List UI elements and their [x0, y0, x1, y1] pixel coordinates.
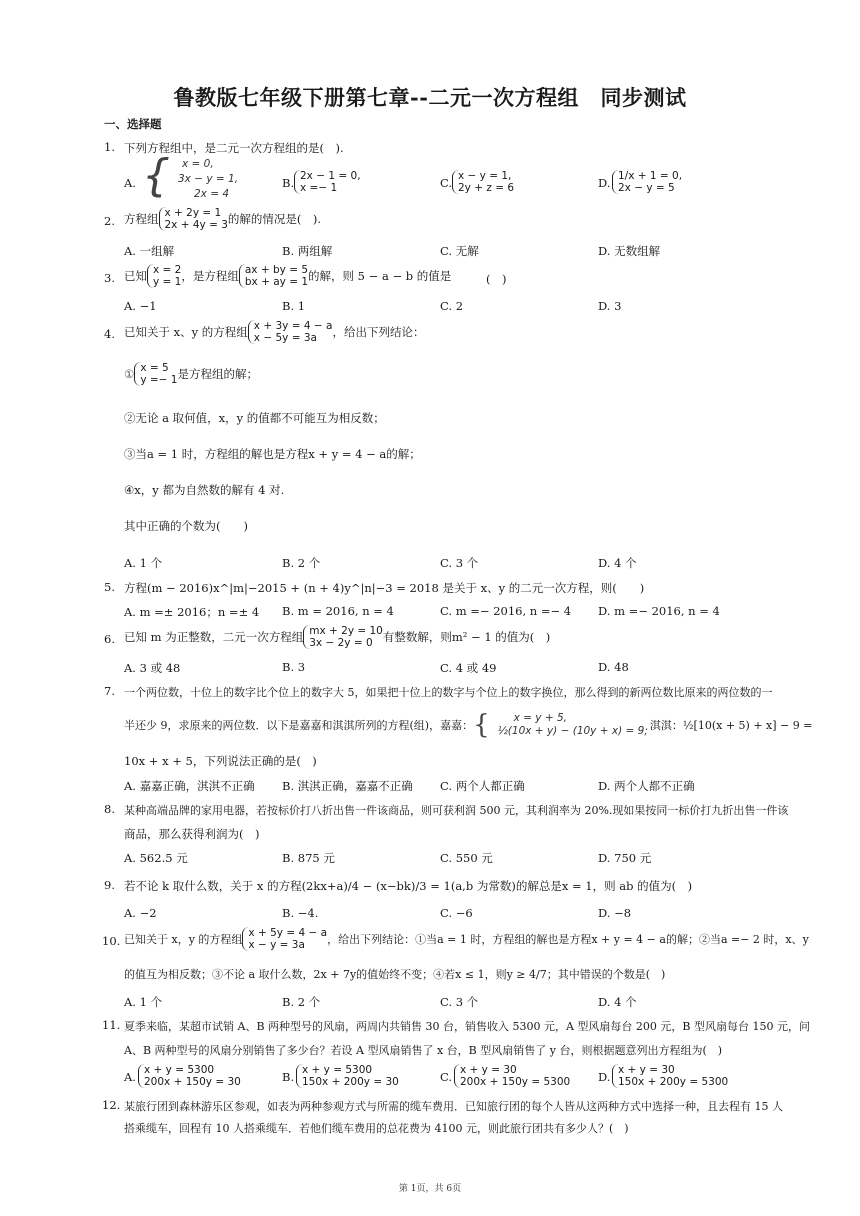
- option-c[interactable]: C. 3 个: [440, 556, 479, 570]
- option-c[interactable]: C. 两个人都正确: [440, 779, 525, 793]
- question-text: 已知关于 x、y 的方程组 x + 3y = 4 − a x − 5y = 3a ，给出下列结论：: [124, 320, 425, 344]
- question-number: 3.: [104, 271, 115, 285]
- option-b[interactable]: B. 2 个: [282, 995, 321, 1009]
- option-d[interactable]: D. 两个人都不正确: [598, 779, 695, 793]
- option-d[interactable]: D. 3: [598, 299, 622, 313]
- option-a[interactable]: A. −2: [124, 906, 157, 920]
- question-number: 12.: [102, 1098, 121, 1112]
- question-text: 某种高端品牌的家用电器，若按标价打八折出售一件该商品，则可获利润 500 元，其利润率为 20%.现如果按同一标价打九折出售一件该: [124, 804, 789, 817]
- option-d[interactable]: D. 750 元: [598, 851, 652, 865]
- option-d[interactable]: D. −8: [598, 906, 632, 920]
- option-c[interactable]: C. m =− 2016, n =− 4: [440, 604, 572, 618]
- page-footer: 第 1页，共 6页: [398, 1184, 462, 1194]
- question-text: 的值互为相反数；③不论 a 取什么数，2x + 7y的值始终不变；④若x ≤ 1，则y ≥ 4/7；其中错误的个数是( ): [124, 968, 666, 981]
- conclusion-1: ① x = 5 y =− 1 是方程组的解；: [124, 362, 258, 386]
- page-title: 鲁教版七年级下册第七章--二元一次方程组 同步测试: [173, 85, 687, 110]
- option-b[interactable]: B. m = 2016, n = 4: [282, 604, 394, 618]
- question-text: 已知 m 为正整数，二元一次方程组 mx + 2y = 10 3x − 2y = 0 有整数解，则m² − 1 的值为( ): [124, 625, 551, 649]
- option-c[interactable]: C. 无解: [440, 244, 479, 258]
- option-d[interactable]: D. m =− 2016, n = 4: [598, 604, 720, 618]
- answer-paren: ( ): [486, 272, 507, 286]
- question-number: 10.: [102, 934, 121, 948]
- question-text: 方程组 x + 2y = 1 2x + 4y = 3 的解的情况是( ).: [124, 207, 322, 231]
- option-d[interactable]: D. 4 个: [598, 556, 637, 570]
- option-a[interactable]: A. 1 个: [124, 556, 163, 570]
- option-b[interactable]: B. 875 元: [282, 851, 335, 865]
- option-a[interactable]: A. 一组解: [124, 244, 175, 258]
- question-text: 某旅行团到森林游乐区参观，如表为两种参观方式与所需的缆车费用．已知旅行团的每个人皆从这两种方式中选择一种，且去程有 15 人: [124, 1100, 783, 1113]
- question-text: A、B 两种型号的风扇分别销售了多少台？若设 A 型风扇销售了 x 台，B 型风扇销售了 y 台，则根据题意列出方程组为( ): [124, 1044, 723, 1057]
- option-c[interactable]: C. 550 元: [440, 851, 493, 865]
- option-a[interactable]: A. 嘉嘉正确，淇淇不正确: [124, 779, 255, 793]
- question-number: 9.: [104, 878, 115, 892]
- option-d[interactable]: D. 48: [598, 660, 629, 674]
- option-a[interactable]: A. m =± 2016；n =± 4: [124, 605, 260, 619]
- question-text: 若不论 k 取什么数，关于 x 的方程(2kx+a)/4 − (x−bk)/3 = 1(a,b 为常数)的解总是x = 1，则 ab 的值为( ): [124, 879, 693, 893]
- conclusion-3: ③当a = 1 时，方程组的解也是方程x + y = 4 − a的解；: [124, 447, 421, 461]
- question-number: 1.: [104, 140, 115, 154]
- option-b[interactable]: B. 两组解: [282, 244, 333, 258]
- option-c[interactable]: C. 3 个: [440, 995, 479, 1009]
- option-d[interactable]: D. 4 个: [598, 995, 637, 1009]
- question-number: 7.: [104, 684, 115, 698]
- question-text: 半还少 9，求原来的两位数．以下是嘉嘉和淇淇所列的方程(组)，嘉嘉：{ x = y + 5, ½(10x + y) − (10y + x) = 9; 淇淇：½[10(x + 5) + x] − 9 =: [124, 710, 813, 740]
- question-number: 2.: [104, 214, 115, 228]
- option-c[interactable]: C. 2: [440, 299, 464, 313]
- option-a[interactable]: A. 562.5 元: [124, 851, 188, 865]
- conclusion-4: ④x，y 都为自然数的解有 4 对.: [124, 483, 285, 497]
- question-number: 5.: [104, 580, 115, 594]
- question-text: 已知关于 x，y 的方程组 x + 5y = 4 − a x − y = 3a ，给出下列结论：①当a = 1 时，方程组的解也是方程x + y = 4 − a的解；②当a =− 2 时，x、y: [124, 927, 809, 951]
- question-number: 4.: [104, 327, 115, 341]
- section-heading: 一、选择题: [104, 117, 162, 131]
- question-text: 搭乘缆车，回程有 10 人搭乘缆车．若他们缆车费用的总花费为 4100 元，则此旅行团共有多少人？( ): [124, 1122, 629, 1135]
- question-text: 夏季来临，某超市试销 A、B 两种型号的风扇，两周内共销售 30 台，销售收入 5300 元，A 型风扇每台 200 元，B 型风扇每台 150 元，问: [124, 1020, 810, 1033]
- question-number: 11.: [102, 1018, 121, 1032]
- question-number: 6.: [104, 632, 115, 646]
- option-b[interactable]: B. 2 个: [282, 556, 321, 570]
- option-c[interactable]: C. −6: [440, 906, 473, 920]
- conclusion-2: ②无论 a 取何值，x，y 的值都不可能互为相反数；: [124, 411, 385, 425]
- option-b[interactable]: B. 3: [282, 660, 306, 674]
- option-c[interactable]: C. 4 或 49: [440, 661, 497, 675]
- option-b[interactable]: B. −4.: [282, 906, 319, 920]
- question-text: 已知 x = 2 y = 1 ，是方程组 ax + by = 5 bx + ay = 1 的解，则 5 − a − b 的值是: [124, 264, 452, 288]
- question-number: 8.: [104, 802, 115, 816]
- option-a[interactable]: A. −1: [124, 299, 157, 313]
- option-a[interactable]: A. 3 或 48: [124, 661, 181, 675]
- option-d[interactable]: D. 无数组解: [598, 244, 661, 258]
- question-text: 商品，那么获得利润为( ): [124, 827, 260, 841]
- option-a[interactable]: A. 1 个: [124, 995, 163, 1009]
- option-b[interactable]: B. 1: [282, 299, 306, 313]
- question-text: 10x + x + 5，下列说法正确的是( ): [124, 754, 317, 768]
- question-text: 下列方程组中，是二元一次方程组的是( ).: [124, 141, 344, 155]
- question-text: 一个两位数，十位上的数字比个位上的数字大 5，如果把十位上的数字与个位上的数字换位，那么得到的新两位数比原来的两位数的一: [124, 686, 773, 699]
- option-b[interactable]: B. 淇淇正确，嘉嘉不正确: [282, 779, 413, 793]
- question-prompt: 其中正确的个数为( ): [124, 519, 248, 533]
- question-text: 方程(m − 2016)x^|m|−2015 + (n + 4)y^|n|−3 = 2018 是关于 x、y 的二元一次方程，则( ): [124, 581, 645, 595]
